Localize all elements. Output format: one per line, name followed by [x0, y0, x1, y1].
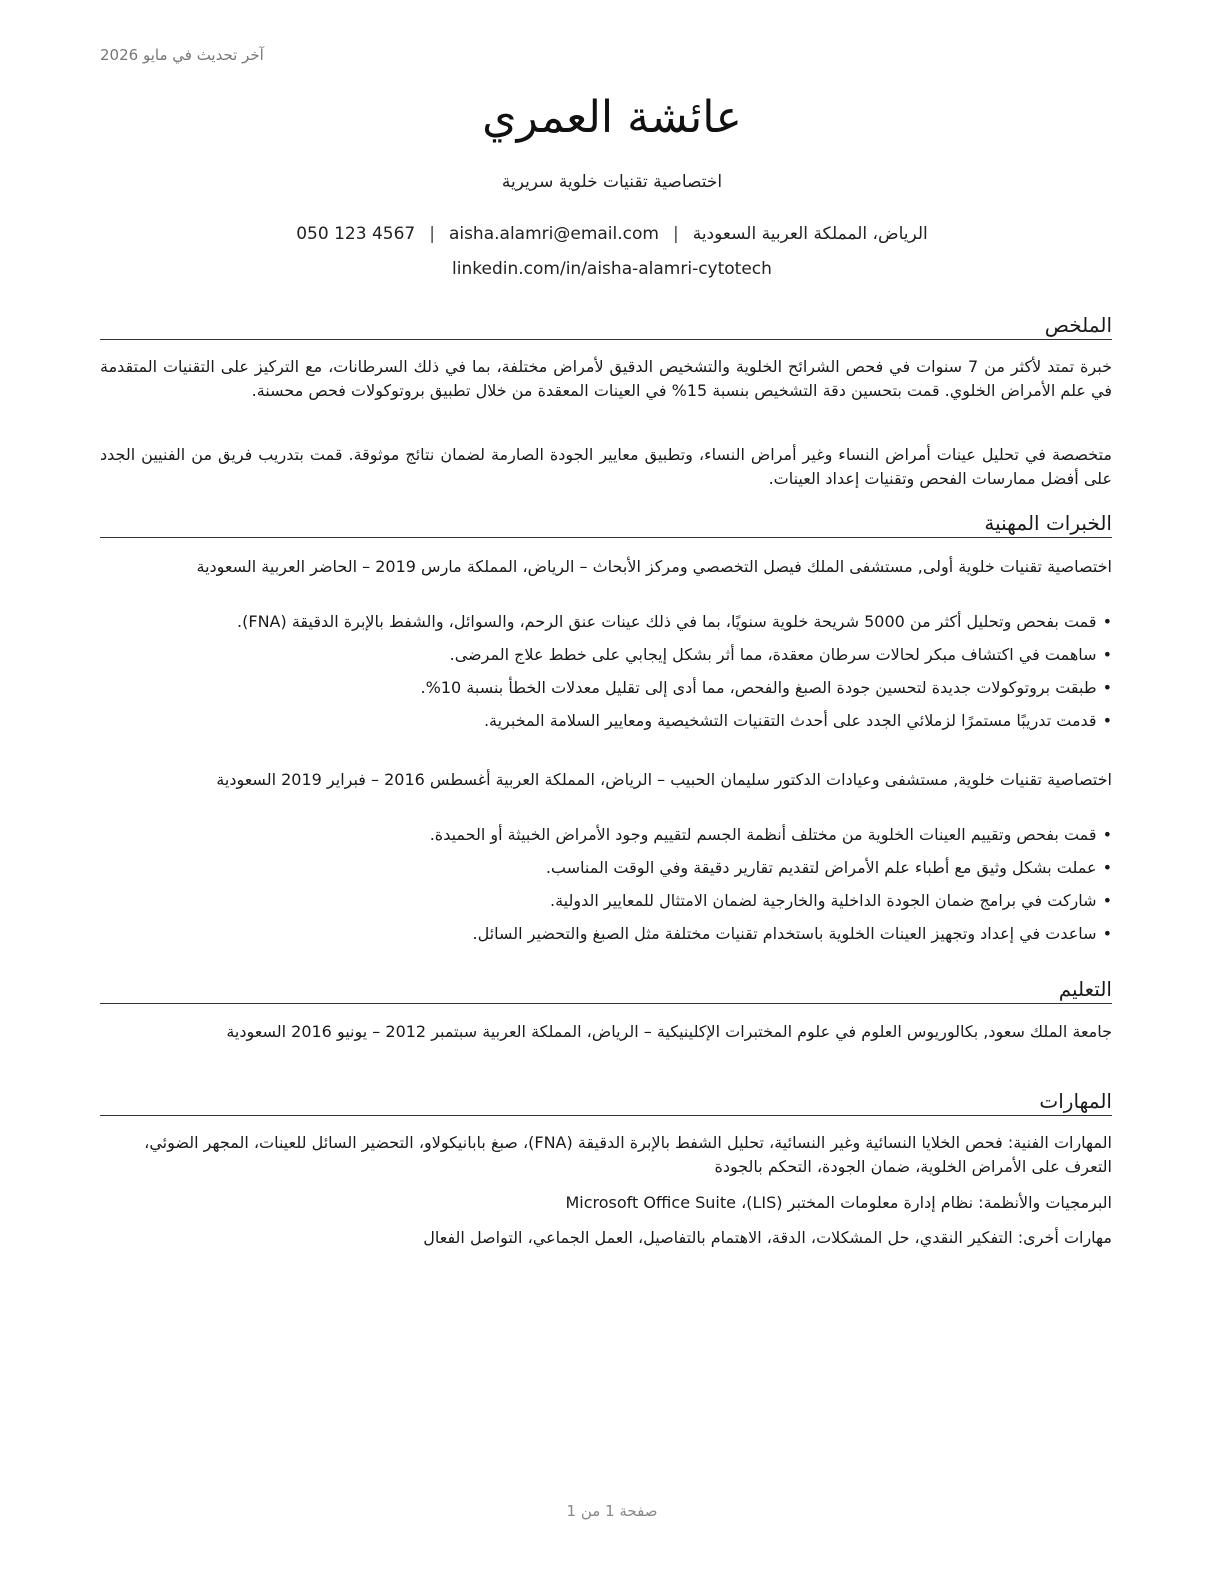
- list-item: •طبقت بروتوكولات جديدة لتحسين جودة الصبغ والفحص، مما أدى إلى تقليل معدلات الخطأ بنسبة 10%.: [100, 676, 1112, 700]
- page-number: صفحة 1 من 1: [566, 1502, 658, 1520]
- contact-email[interactable]: aisha.alamri@email.com: [448, 224, 659, 244]
- skills-technical: المهارات الفنية: فحص الخلايا النسائية وغير النسائية، تحليل الشفط بالإبرة الدقيقة (FNA)، صبغ بابانيكولاو، التحضير السائل للعينات، المجهر الضوئي، التعرف على الأمراض الخلوية، ضمان الجودة، التحكم بالجودة: [144, 1133, 1112, 1176]
- last-updated-date: آخر تحديث في مايو 2026: [100, 46, 264, 64]
- summary-paragraph: متخصصة في تحليل عينات أمراض النساء وغير أمراض النساء، وتطبيق معايير الجودة الصارمة لضمان نتائج موثوقة. قمت بتدريب فريق من الفنيين الجدد على أفضل ممارسات الفحص وتقنيات إعداد العينات.: [100, 445, 1112, 488]
- job-bullets: [100, 823, 1112, 955]
- list-item: •قمت بفحص وتقييم العينات الخلوية من مختلف أنظمة الجسم لتقييم وجود الأمراض الخبيثة أو الحميدة.: [100, 823, 1112, 847]
- contact-separator: |: [429, 224, 435, 244]
- list-item: •عملت بشكل وثيق مع أطباء علم الأمراض لتقديم تقارير دقيقة وفي الوقت المناسب.: [100, 856, 1112, 880]
- experience-heading: الخبرات المهنية: [100, 510, 1112, 538]
- list-item: •ساعدت في إعداد وتجهيز العينات الخلوية باستخدام تقنيات مختلفة مثل الصبغ والتحضير السائل.: [100, 922, 1112, 946]
- job-header: اختصاصية تقنيات خلوية, مستشفى وعيادات الدكتور سليمان الحبيب – الرياض، المملكة العربية أغسطس 2016 – فبراير 2019 السعودية: [216, 770, 1112, 789]
- skills-heading: المهارات: [100, 1088, 1112, 1116]
- education-entry: جامعة الملك سعود, بكالوريوس العلوم في علوم المختبرات الإكلينيكية – الرياض، المملكة العربية سبتمبر 2012 – يونيو 2016 السعودية: [226, 1022, 1112, 1041]
- skills-other: مهارات أخرى: التفكير النقدي، حل المشكلات، الدقة، الاهتمام بالتفاصيل، العمل الجماعي، التواصل الفعال: [423, 1228, 1112, 1247]
- bullet-icon: •: [1102, 711, 1112, 730]
- job-header: اختصاصية تقنيات خلوية أولى, مستشفى الملك فيصل التخصصي ومركز الأبحاث – الرياض، المملكة مارس 2019 – الحاضر العربية السعودية: [196, 557, 1112, 576]
- summary-paragraph: خبرة تمتد لأكثر من 7 سنوات في فحص الشرائح الخلوية والتشخيص الدقيق لأمراض مختلفة، بما في ذلك السرطانات، مع التركيز على التقنيات المتقدمة في علم الأمراض الخلوي. قمت بتحسين دقة التشخيص بنسبة 15% في العينات المعقدة من خلال تطبيق بروتوكولات فحص محسنة.: [100, 357, 1112, 400]
- list-item: •قدمت تدريبًا مستمرًا لزملائي الجدد على أحدث التقنيات التشخيصية ومعايير السلامة المخبرية.: [100, 709, 1112, 733]
- bullet-icon: •: [1102, 891, 1112, 910]
- contact-phone: 050 123 4567: [296, 224, 416, 244]
- bullet-icon: •: [1102, 645, 1112, 664]
- list-item: •قمت بفحص وتحليل أكثر من 5000 شريحة خلوية سنويًا، بما في ذلك عينات عنق الرحم، والسوائل، والشفط بالإبرة الدقيقة (FNA).: [100, 610, 1112, 634]
- list-item: •ساهمت في اكتشاف مبكر لحالات سرطان معقدة، مما أثر بشكل إيجابي على خطط علاج المرضى.: [100, 643, 1112, 667]
- contact-separator: |: [672, 224, 679, 244]
- job-bullets: [100, 610, 1112, 742]
- bullet-icon: •: [1102, 678, 1112, 697]
- contact-linkedin[interactable]: linkedin.com/in/aisha-alamri-cytotech: [452, 259, 772, 279]
- candidate-title: اختصاصية تقنيات خلوية سريرية: [501, 172, 723, 192]
- candidate-name: عائشة العمري: [482, 92, 742, 143]
- skills-software: البرمجيات والأنظمة: نظام إدارة معلومات المختبر (LIS)، Microsoft Office Suite: [565, 1193, 1112, 1212]
- contact-line: [0, 224, 1224, 244]
- summary-heading: الملخص: [100, 312, 1112, 340]
- bullet-icon: •: [1102, 924, 1112, 943]
- education-heading: التعليم: [100, 976, 1112, 1004]
- bullet-icon: •: [1102, 825, 1112, 844]
- list-item: •شاركت في برامج ضمان الجودة الداخلية والخارجية لضمان الامتثال للمعايير الدولية.: [100, 889, 1112, 913]
- bullet-icon: •: [1102, 858, 1112, 877]
- bullet-icon: •: [1102, 612, 1112, 631]
- contact-location: الرياض، المملكة العربية السعودية: [692, 224, 928, 244]
